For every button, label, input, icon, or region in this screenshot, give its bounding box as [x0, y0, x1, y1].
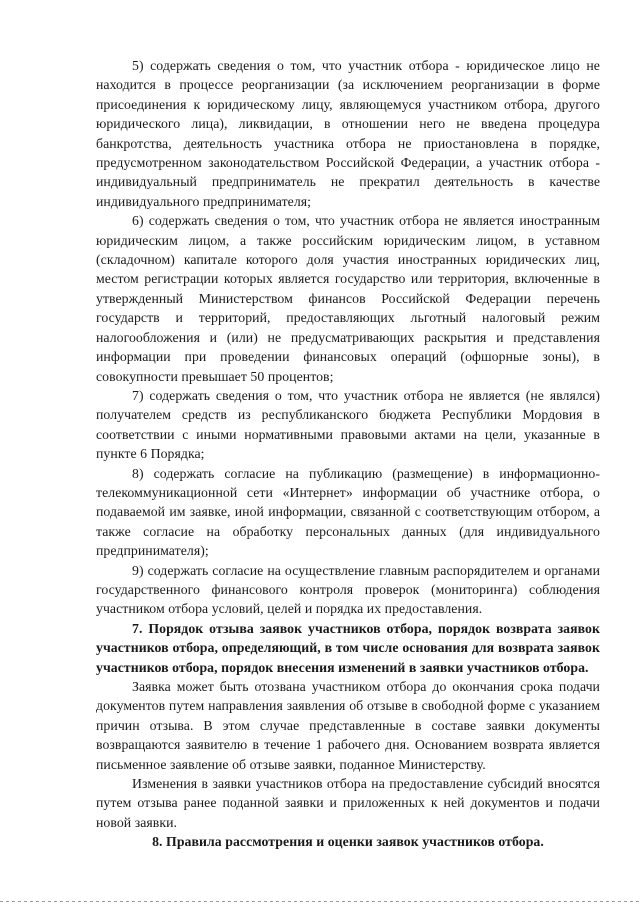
changes-paragraph: Изменения в заявки участников отбора на предоставление субсидий вносятся путем отзыва ранее поданной заявки и приложенных к ней документов и подачи новой заявки. — [96, 776, 600, 830]
withdrawal-paragraph: Заявка может быть отозвана участником отбора до окончания срока подачи документов путем направления заявления об отзыве в свободной форме с указанием причин отзыва. В этом случае представленные в составе заявки документы возвращаются заявителю в течение 1 рабочего дня. Основанием возврата является письменное заявление об отзыве заявки, поданное Министерству. — [96, 679, 600, 772]
paragraph-item-6: 6) содержать сведения о том, что участник отбора не является иностранным юридическим лицом, а также российским юридическим лицом, в уставном (складочном) капитале которого доля участия иностранных юридических лиц, местом регистрации которых является государство или территория, включенные в утвержденный Министерством финансов Российской Федерации перечень государств и территорий, предоставляющих льготный налоговый режим налогообложения и (или) не предусматривающих раскрытия и представления информации при проведении финансовых операций (офшорные зоны), в совокупности превышает 50 процентов; — [96, 213, 600, 384]
paragraph-item-7: 7) содержать сведения о том, что участник отбора не является (не являлся) получателем средств из республиканского бюджета Республики Мордовия в соответствии с иными нормативными правовыми актами на цели, указанные в пункте 6 Порядка; — [96, 387, 600, 462]
document-body — [96, 56, 600, 852]
page-bottom-edge — [0, 901, 640, 902]
paragraph-item-9: 9) содержать согласие на осуществление главным распорядителем и органами государственного финансового контроля проверок (мониторинга) соблюдения участником отбора условий, целей и порядка их предоставления. — [96, 562, 600, 617]
paragraph-item-5: 5) содержать сведения о том, что участник отбора - юридическое лицо не находится в процессе реорганизации (за исключением реорганизации в форме присоединения к юридическому лицу, являющемуся участником отбора, другого юридического лица), ликвидации, в отношении него не введена процедура банкротства, деятельность участника отбора не приостановлена в порядке, предусмотренном законодательством Российской Федерации, а участник отбора - индивидуальный предприниматель не прекратил деятельность в качестве индивидуального предпринимателя; — [96, 58, 600, 209]
paragraph-item-8: 8) содержать согласие на публикацию (размещение) в информационно-телекоммуникационной сети «Интернет» информации об участнике отбора, о подаваемой им заявке, иной информации, связанной с соответствующим отбором, а также согласие на обработку персональных данных (для индивидуального предпринимателя); — [96, 465, 600, 559]
section-7-heading: 7. Порядок отзыва заявок участников отбора, порядок возврата заявок участников отбора, определяющий, в том числе основания для возврата заявок участников отбора, порядок внесения изменений в заявки участников отбора. — [96, 620, 600, 675]
section-8-heading: 8. Правила рассмотрения и оценки заявок участников отбора. — [152, 834, 544, 850]
